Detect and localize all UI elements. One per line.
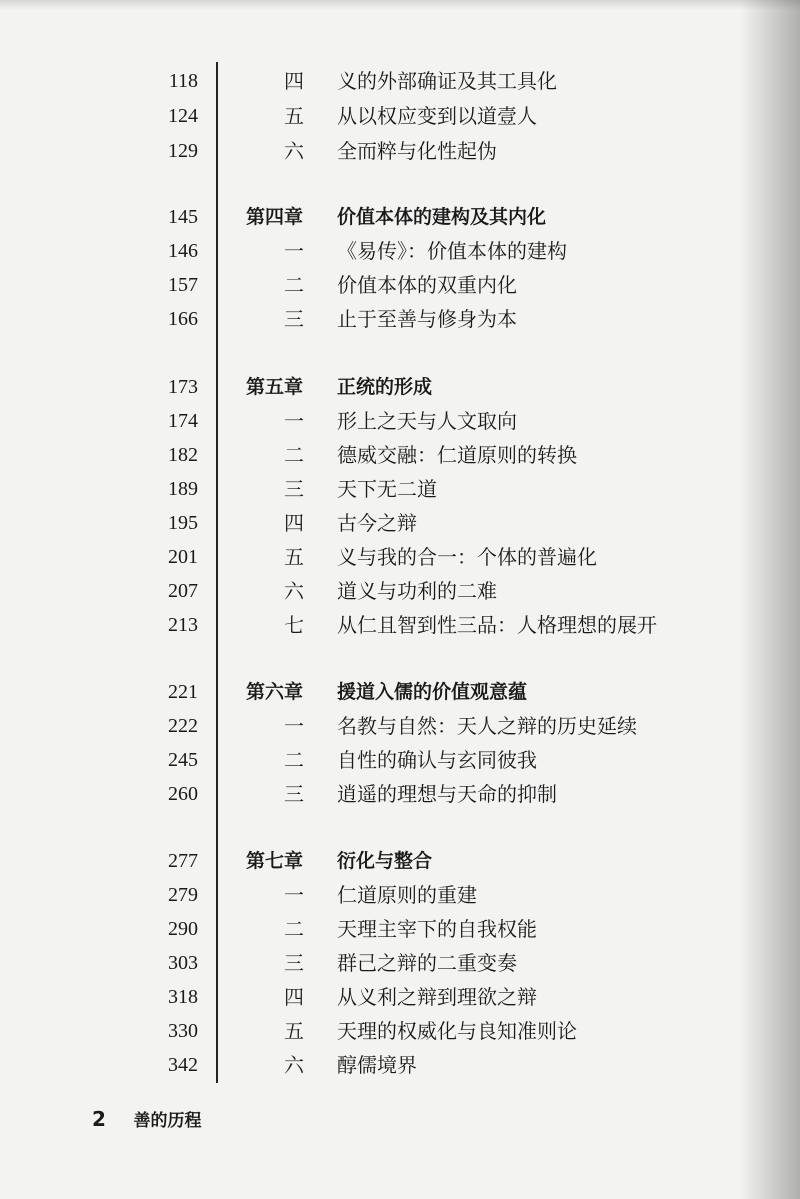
toc-chapter-title: 正统的形成 [337,376,433,398]
toc-page-number: 182 [168,444,198,466]
page-top-shadow [0,0,800,10]
toc-page-number: 213 [168,614,198,636]
toc-section-title: 仁道原则的重建 [337,883,477,907]
toc-page-number: 166 [168,308,198,330]
toc-section-title: 全而粹与化性起伪 [337,139,497,163]
toc-chapter-label: 第五章 [246,376,304,398]
toc-section-row [0,743,800,777]
toc-section-title: 形上之天与人文取向 [337,409,517,433]
toc-chapter-row [0,675,800,709]
toc-section-title: 止于至善与修身为本 [337,307,517,331]
toc-section-title: 《易传》：价值本体的建构 [337,239,567,263]
toc-section-number: 四 [284,985,304,1009]
toc-page-number: 303 [168,952,198,974]
toc-section-number: 五 [284,104,304,128]
toc-section-title: 从义利之辩到理欲之辩 [337,985,537,1009]
toc-chapter-title: 援道入儒的价值观意蕴 [337,681,528,703]
toc-page-number: 207 [168,580,198,602]
toc-page-number: 146 [168,240,198,262]
toc-section-number: 二 [284,273,304,297]
toc-page-number: 222 [168,715,198,737]
toc-section-row [0,1048,800,1082]
toc-page-number: 201 [168,546,198,568]
toc-section-title: 天下无二道 [337,477,437,501]
toc-section-number: 三 [284,477,304,501]
toc-section-row [0,608,800,642]
page-footer [92,1104,202,1134]
toc-section-title: 群己之辩的二重变奏 [337,951,517,975]
toc-section-number: 六 [284,1053,304,1077]
toc-chapter-label: 第七章 [246,850,304,872]
toc-section-number: 三 [284,782,304,806]
toc-page-number: 260 [168,783,198,805]
toc-section-number: 一 [284,883,304,907]
toc-section-row [0,404,800,438]
toc-page-number: 157 [168,274,198,296]
toc-chapter-label: 第六章 [246,681,304,703]
toc-section-number: 七 [284,613,304,637]
toc-page-number: 189 [168,478,198,500]
toc-page-number: 290 [168,918,198,940]
toc-section-row [0,777,800,811]
toc-section-row [0,912,800,946]
toc-page-number: 221 [168,681,198,703]
toc-section-number: 四 [284,511,304,535]
toc-page-number: 124 [168,105,198,127]
toc-page-number: 279 [168,884,198,906]
toc-section-title: 从以权应变到以道壹人 [337,104,537,128]
toc-section-number: 二 [284,917,304,941]
toc-section-number: 二 [284,443,304,467]
toc-section-row [0,438,800,472]
footer-page-number: 2 [92,1107,106,1131]
toc-section-number: 三 [284,307,304,331]
toc-section-row [0,268,800,302]
toc-section-number: 一 [284,409,304,433]
toc-page-number: 145 [168,206,198,228]
toc-section-number: 四 [284,69,304,93]
toc-section-title: 从仁且智到性三品：人格理想的展开 [337,613,657,637]
toc-section-title: 价值本体的双重内化 [337,273,517,297]
toc-section-title: 德威交融：仁道原则的转换 [337,443,577,467]
toc-section-title: 义的外部确证及其工具化 [337,69,557,93]
toc-section-row [0,709,800,743]
toc-section-row [0,472,800,506]
toc-page-number: 245 [168,749,198,771]
toc-section-row [0,878,800,912]
toc-section-number: 六 [284,579,304,603]
toc-section-title: 古今之辩 [337,511,417,535]
toc-page-number: 129 [168,140,198,162]
toc-section-row [0,64,800,98]
toc-section-title: 逍遥的理想与天命的抑制 [337,782,557,806]
toc-section-title: 醇儒境界 [337,1053,417,1077]
toc-chapter-row [0,370,800,404]
toc-section-number: 五 [284,1019,304,1043]
toc-page-number: 277 [168,850,198,872]
toc-page-number: 173 [168,376,198,398]
toc-section-number: 一 [284,714,304,738]
toc-section-title: 天理主宰下的自我权能 [337,917,537,941]
toc-page-number: 330 [168,1020,198,1042]
toc-page-number: 174 [168,410,198,432]
toc-section-row [0,574,800,608]
toc-section-row [0,234,800,268]
toc-section-title: 道义与功利的二难 [337,579,497,603]
toc-chapter-title: 价值本体的建构及其内化 [337,206,547,228]
toc-section-number: 一 [284,239,304,263]
toc-section-title: 名教与自然：天人之辩的历史延续 [337,714,637,738]
footer-book-title: 善的历程 [133,1111,202,1131]
toc-chapter-title: 衍化与整合 [337,850,433,872]
toc-section-row [0,980,800,1014]
toc-section-number: 二 [284,748,304,772]
toc-section-row [0,99,800,133]
toc-section-row [0,506,800,540]
toc-section-row [0,540,800,574]
toc-page-number: 342 [168,1054,198,1076]
toc-section-row [0,302,800,336]
toc-section-number: 六 [284,139,304,163]
toc-section-title: 自性的确认与玄同彼我 [337,748,537,772]
toc-chapter-row [0,844,800,878]
toc-section-title: 天理的权威化与良知准则论 [337,1019,577,1043]
toc-chapter-label: 第四章 [246,206,304,228]
toc-chapter-row [0,200,800,234]
toc-section-row [0,1014,800,1048]
toc-section-title: 义与我的合一：个体的普遍化 [337,545,597,569]
toc-page-number: 195 [168,512,198,534]
toc-section-row [0,134,800,168]
toc-section-number: 三 [284,951,304,975]
toc-section-row [0,946,800,980]
toc-page-number: 318 [168,986,198,1008]
toc-page-number: 118 [168,70,198,92]
toc-section-number: 五 [284,545,304,569]
